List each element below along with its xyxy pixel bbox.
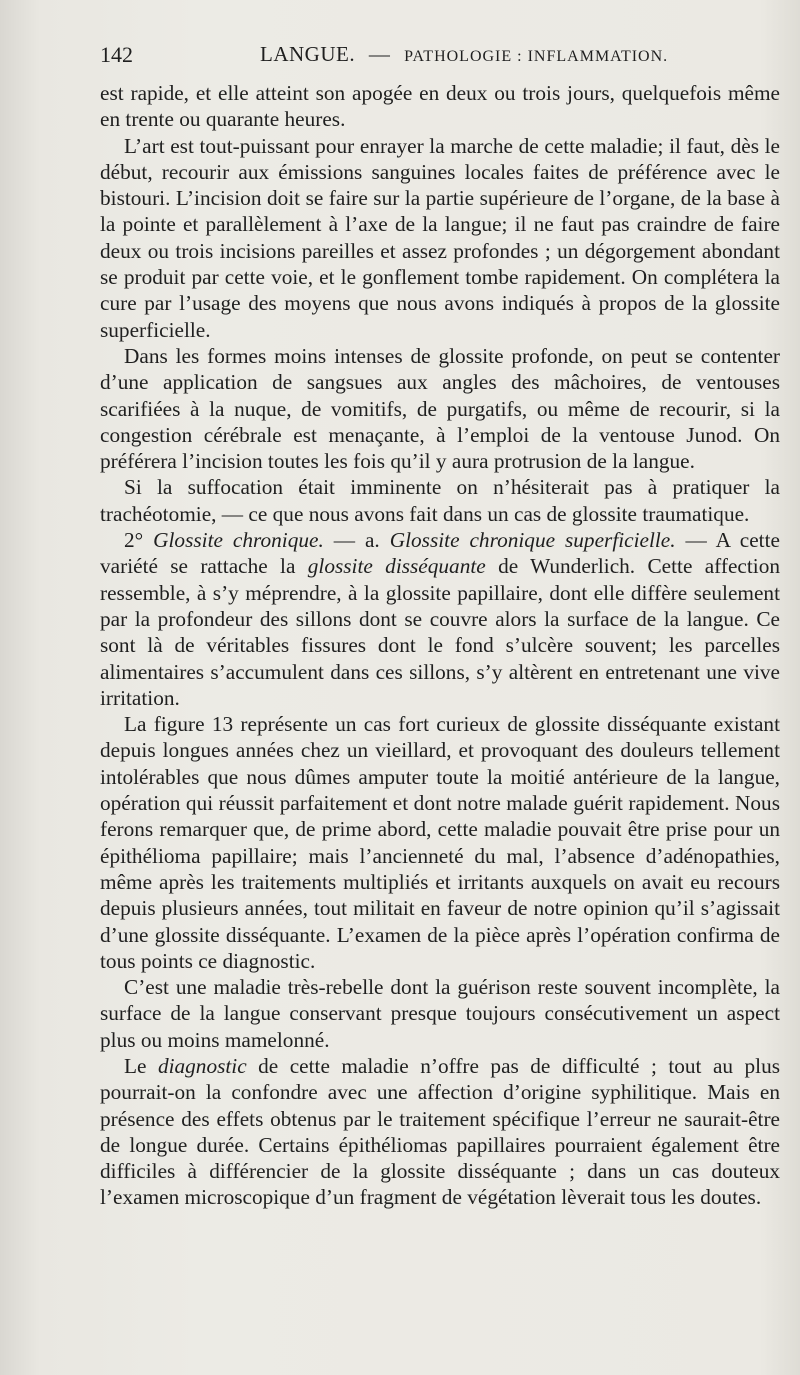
page-header xyxy=(100,42,780,72)
section-heading-glossite-chronique: Glossite chronique. xyxy=(153,528,324,553)
paragraph-8 xyxy=(100,1053,780,1211)
paragraph-5 xyxy=(100,527,780,711)
paragraph-5-rest: de Wunderlich. Cette affection ressemble, à s’y méprendre, à la glossite papillaire, dont elle diffère seulement par la profondeur des sillons dont se couvre alors la surface de la langue. Ce sont là de véritables fissures dont le fond s’ulcère souvent; les parcelles alimentaires s’accumulent dans ces sillons, s’y altèrent en entretenant une vive irritation. xyxy=(100,554,781,710)
section-number: 2° xyxy=(124,528,144,553)
paragraph-6: La figure 13 représente un cas fort curieux de glossite disséquante existant depuis longues années chez un vieillard, et provoquant des douleurs tellement intolérables que nous dûmes amputer toute la moitié antérieure de la langue, opération qui réussit parfaitement et dont notre malade guérit rapidement. Nous ferons remarquer que, de prime abord, cette maladie pouvait être prise pour un épithélioma papillaire; mais l’ancienneté du mal, l’absence d’adénopathies, même après les traitements multipliés et irritants auxquels on avait eu recours depuis plusieurs années, tout militait en faveur de notre opinion qu’il s’agissait d’une glossite disséquante. L’examen de la pièce après l’opération confirma de tous points ce diagnostic. xyxy=(100,712,780,973)
paragraph-3: Dans les formes moins intenses de glossite profonde, on peut se contenter d’une application de sangsues aux angles des mâchoires, de ventouses scarifiées à la nuque, de vomitifs, de purgatifs, ou même de recourir, si la congestion cérébrale est menaçante, à l’emploi de la ventouse Junod. On préférera l’incision toutes les fois qu’il y aura protrusion de la langue. xyxy=(100,343,780,474)
page-number: 142 xyxy=(100,42,133,67)
paragraph-2: L’art est tout-puissant pour enrayer la marche de cette maladie; il faut, dès le début, recourir aux émissions sanguines locales faites de préférence avec le bistouri. L’incision doit se faire sur la partie supérieure de l’organe, de la base à la pointe et parallèlement à l’axe de la langue; il ne faut pas craindre de faire deux ou trois incisions pareilles et assez profondes ; un dégorgement abondant se produit par cette voie, et le gonflement tombe rapidement. On complétera la cure par l’usage des moyens que nous avons indiqués à propos de la glossite superficielle. xyxy=(100,133,780,342)
section-sep-a: — a. xyxy=(333,528,380,553)
paragraph-1: est rapide, et elle atteint son apogée en deux ou trois jours, quelquefois même en trente ou quarante heures. xyxy=(100,81,780,132)
term-glossite-dissequante: glossite disséquante xyxy=(307,554,486,579)
term-diagnostic: diagnostic xyxy=(157,1053,247,1078)
running-head-title: LANGUE. xyxy=(260,42,356,66)
paragraph-8-lead: Le xyxy=(124,1053,147,1078)
paragraph-5-intro: — A cette variété se rattache la xyxy=(100,528,780,579)
running-head-dash: — xyxy=(368,42,391,66)
subsection-heading-superficielle: Glossite chronique superficielle. xyxy=(389,528,676,553)
paragraph-4: Si la suffocation était imminente on n’hésiterait pas à pratiquer la trachéotomie, — ce que nous avons fait dans un cas de glossite traumatique. xyxy=(100,475,780,526)
running-head-subtitle: PATHOLOGIE : INFLAMMATION. xyxy=(404,48,669,65)
paragraph-7: C’est une maladie très-rebelle dont la guérison reste souvent incomplète, la surface de la langue conservant presque toujours consécutivement un aspect plus ou moins mamelonné. xyxy=(100,975,780,1052)
paragraph-8-rest: de cette maladie n’offre pas de difficulté ; tout au plus pourrait-on la confondre avec une affection d’origine syphilitique. Mais en présence des effets obtenus par le traitement spécifique l’erreur ne saurait-être de longue durée. Certains épithéliomas papillaires pourraient également être difficiles à différencier de la glossite disséquante ; dans un cas douteux l’examen microscopique d’un fragment de végétation lèverait tous les doutes. xyxy=(100,1053,781,1210)
body-text xyxy=(100,80,780,1211)
running-head xyxy=(260,42,668,67)
